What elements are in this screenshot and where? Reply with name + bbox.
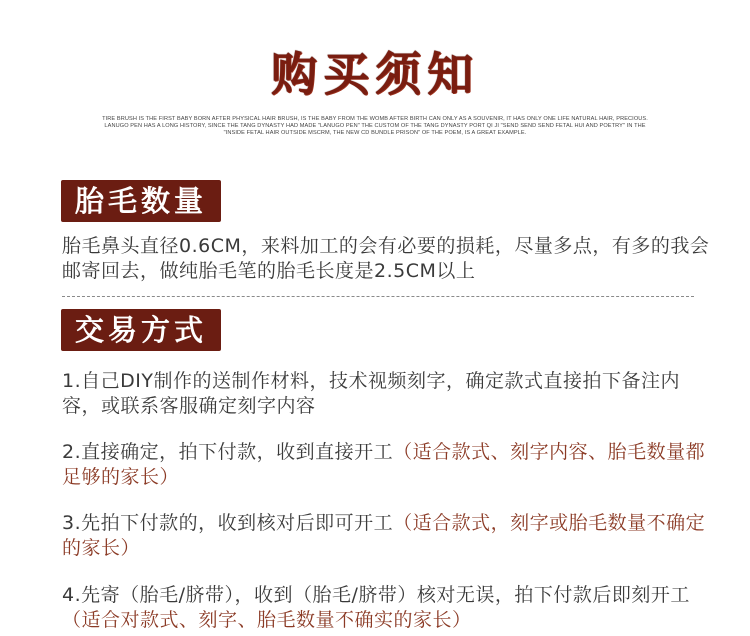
transaction-item [62, 583, 712, 633]
transaction-item [62, 511, 712, 561]
section-heading-hair-quantity: 胎毛数量 [61, 180, 221, 222]
transaction-item-text: 2.直接确定，拍下付款，收到直接开工 [62, 441, 394, 463]
section-heading-transaction-method: 交易方式 [61, 309, 221, 351]
subtitle-line: "INSIDE FETAL HAIR OUTSIDE MSCRM, THE NEW CD BUNDLE PRISON" OF THE POEM, IS A GREAT EXAMPLE. [223, 130, 527, 136]
subtitle-line: TIRE BRUSH IS THE FIRST BABY BORN AFTER PHYSICAL HAIR BRUSH, IS THE BABY FROM THE WOMB AFTER BIRTH CAN ONLY AS A SOUVENIR, IT HAS ONLY ONE LIFE NATURAL HAIR, PRECIOUS. [102, 116, 648, 122]
subtitle-block [40, 116, 710, 137]
page-title: 购买须知 [271, 47, 479, 101]
transaction-item-text: 1.自己DIY制作的送制作材料，技术视频刻字，确定款式直接拍下备注内容，或联系客服确定刻字内容 [62, 370, 680, 417]
transaction-item [62, 369, 712, 419]
subtitle-line: LANUGO PEN HAS A LONG HISTORY, SINCE THE TANG DYNASTY HAD MADE "LANUGO PEN" THE CUSTOM OF THE TANG DYNASTY PORT QI JI "SEND SEND SEND FETAL HUI AND POETRY" IN THE [104, 123, 646, 129]
transaction-item-text: 3.先拍下付款的，收到核对后即可开工 [62, 512, 394, 534]
transaction-item-note: （适合对款式、刻字、胎毛数量不确实的家长） [62, 609, 472, 631]
dashed-divider [62, 296, 694, 297]
section-text-hair-quantity: 胎毛鼻头直径0.6CM，来料加工的会有必要的损耗，尽量多点，有多的我会邮寄回去，做纯胎毛笔的胎毛长度是2.5CM以上 [62, 235, 710, 282]
transaction-item-text: 4.先寄（胎毛/脐带），收到（胎毛/脐带）核对无误，拍下付款后即刻开工 [62, 584, 690, 606]
transaction-item-note: （适合款式，刻字或胎毛数量不确定的家长） [62, 512, 706, 559]
transaction-item-note: （适合款式、刻字内容、胎毛数量都足够的家长） [62, 441, 706, 488]
transaction-item [62, 440, 712, 490]
